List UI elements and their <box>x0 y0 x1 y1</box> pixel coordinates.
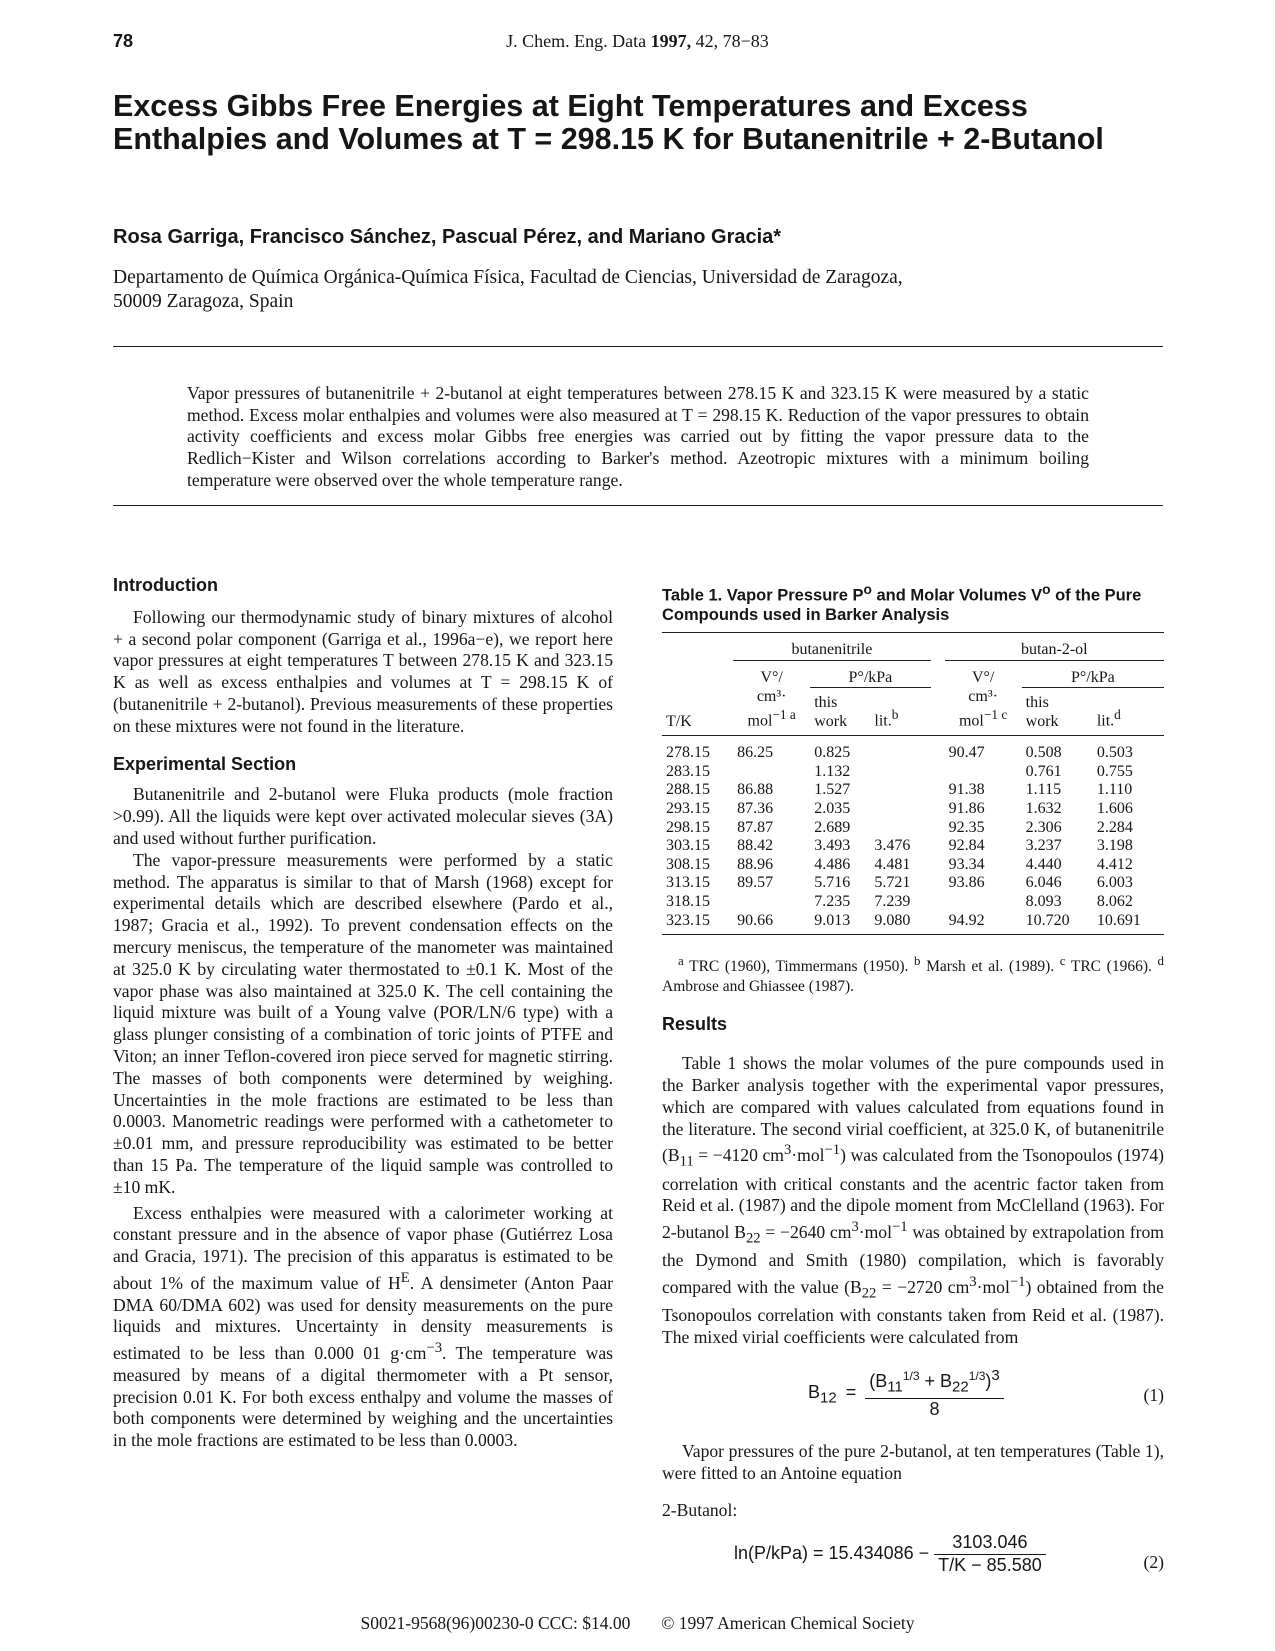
cell-po-this-work-butan-2-ol: 3.237 <box>1025 837 1062 855</box>
cell-temperature: 293.15 <box>666 800 710 818</box>
res-p1-sub2: 22 <box>745 1230 761 1247</box>
vo-mid-1: cm³· <box>756 687 787 705</box>
cell-po-lit-butan-2-ol: 10.691 <box>1096 911 1141 929</box>
eq1-num-sup3: 3 <box>991 1366 1000 1384</box>
affiliation-line-1: Departamento de Química Orgánica-Química Física, Facultad de Ciencias, Universidad de Zaragoza, <box>113 267 903 288</box>
this-work-1-line2: work <box>814 712 848 730</box>
results-2-butanol-label: 2-Butanol: <box>662 1500 738 1521</box>
cell-po-this-work-butanenitrile: 2.035 <box>814 800 851 818</box>
cell-po-lit-butanenitrile: 3.476 <box>874 837 911 855</box>
table-header-lit-1 <box>870 688 930 736</box>
abstract-top-rule <box>113 346 1163 347</box>
cell-po-lit-butanenitrile <box>870 763 930 782</box>
cell-po-this-work-butan-2-ol: 6.046 <box>1025 874 1062 892</box>
table-row <box>662 874 1164 893</box>
cell-po-this-work-butanenitrile: 2.689 <box>814 818 851 836</box>
results-paragraph-1 <box>662 1053 1164 1349</box>
cell-po-lit-butanenitrile: 5.721 <box>874 874 911 892</box>
table-1-footnotes <box>662 951 1164 997</box>
eq1-num-plus: + B <box>919 1370 953 1391</box>
abstract-bottom-rule <box>113 505 1163 506</box>
cell-po-lit-butan-2-ol: 6.003 <box>1096 874 1133 892</box>
lit-2-sup: d <box>1114 707 1121 723</box>
page-footer <box>0 1613 1275 1634</box>
res-p1-sup2: −1 <box>824 1142 841 1159</box>
cell-vo-butan-2-ol: 93.34 <box>948 855 985 873</box>
this-work-1-line1: this <box>814 694 838 712</box>
res-p1-sup4: −1 <box>892 1219 908 1236</box>
res-p1-j: ) obtained from the Tsonopoulos correlation with constants taken from Reid et al. (1987). The mixed virial coefficients were calculated from <box>662 1276 1164 1348</box>
cell-vo-butan-2-ol: 92.84 <box>948 837 985 855</box>
caption-part-a: Table 1. Vapor Pressure P <box>662 586 864 605</box>
table-row <box>662 800 1164 819</box>
doi-code: S0021-9568(96)00230-0 CCC: $14.00 <box>360 1613 631 1633</box>
eq1-num-close: ) <box>985 1370 992 1391</box>
article-title: Excess Gibbs Free Energies at Eight Temperatures and Excess Enthalpies and Volumes at T = 298.15 K for Butanenitrile + 2-Butanol <box>113 89 1104 156</box>
equation-2-number: (2) <box>1143 1552 1164 1573</box>
vo-bot-1 <box>737 706 806 731</box>
eq1-fraction <box>865 1365 1004 1421</box>
cell-po-this-work-butan-2-ol: 0.761 <box>1025 762 1062 780</box>
cell-po-this-work-butanenitrile: 1.527 <box>814 781 851 799</box>
vo-bot-2-text: mol <box>958 712 984 730</box>
table-row <box>662 781 1164 800</box>
journal-volume-pages: 42, 78−83 <box>695 31 769 51</box>
exp-p3-sup-e: E <box>400 1269 410 1286</box>
cell-vo-butan-2-ol: 92.35 <box>948 818 985 836</box>
vo-top-1: V°/ <box>760 669 783 687</box>
table-header-vo-butanenitrile <box>733 660 810 736</box>
fn-b-mark: b <box>914 953 921 969</box>
res-p1-e: = −2640 cm <box>760 1221 852 1242</box>
res-p1-sup6: −1 <box>1009 1274 1026 1291</box>
equation-2-body <box>734 1532 1046 1577</box>
table-group-butanenitrile: butanenitrile <box>733 632 930 660</box>
cell-po-lit-butan-2-ol: 1.110 <box>1096 781 1133 799</box>
cell-temperature: 298.15 <box>666 818 710 836</box>
table-row <box>662 736 1164 763</box>
journal-year: 1997, <box>650 31 692 51</box>
vo-bot-2-sup: −1 c <box>983 707 1008 723</box>
table-row <box>662 819 1164 838</box>
eq1-lhs: B <box>808 1381 821 1402</box>
affiliation-line-2: 50009 Zaragoza, Spain <box>113 291 294 312</box>
fn-d-mark: d <box>1157 953 1164 969</box>
cell-po-this-work-butan-2-ol: 8.093 <box>1025 893 1062 911</box>
res-p1-a: Table 1 shows the molar volumes of the pure compounds used in the Barker analysis together with the experimental vapor pressures, which are compared with values calculated from equations found in the literature. The second virial coefficient, at 325.0 K, of butanenitrile (B <box>662 1053 1164 1166</box>
journal-name: J. Chem. Eng. Data <box>506 31 647 51</box>
fn-b: Marsh et al. (1989). <box>920 958 1060 976</box>
cell-po-this-work-butanenitrile: 5.716 <box>814 874 851 892</box>
cell-po-lit-butanenitrile <box>870 781 930 800</box>
res-p1-sub3: 22 <box>861 1285 877 1302</box>
eq1-num-open: (B <box>869 1370 888 1391</box>
eq1-num-sub2: 22 <box>952 1378 969 1396</box>
cell-vo-butanenitrile <box>733 893 810 912</box>
lit-1-text: lit. <box>874 712 892 730</box>
cell-temperature: 323.15 <box>666 911 710 929</box>
eq2-fraction <box>934 1532 1046 1577</box>
cell-po-this-work-butanenitrile: 1.132 <box>814 762 851 780</box>
vo-top-2: V°/ <box>971 669 995 687</box>
table-row <box>662 856 1164 875</box>
res-p1-sup3: 3 <box>851 1219 859 1236</box>
experimental-paragraph-1: Butanenitrile and 2-butanol were Fluka products (mole fraction >0.99). All the liquids were kept over activated molecular sieves (3A) and used without further purification. <box>113 784 613 848</box>
journal-citation <box>0 31 1275 52</box>
abstract: Vapor pressures of butanenitrile + 2-butanol at eight temperatures between 278.15 K and 323.15 K were measured by a static method. Excess molar enthalpies and volumes were also measured at T = 298.15 K. Reduction of the vapor pressures to obtain activity coefficients and excess molar Gibbs free energies was carried out by fitting the vapor pressure data to the Redlich−Kister and Wilson correlations according to Barker's method. Azeotropic mixtures with a minimum boiling temperature were observed over the whole temperature range. <box>187 383 1089 490</box>
table-row <box>662 893 1164 912</box>
table-header-this-work-2 <box>1022 688 1093 736</box>
cell-po-lit-butan-2-ol: 4.412 <box>1096 855 1133 873</box>
vo-bot-1-text: mol <box>747 712 773 730</box>
cell-po-lit-butan-2-ol: 8.062 <box>1096 893 1133 911</box>
experimental-heading: Experimental Section <box>113 753 297 774</box>
results-paragraph-2: Vapor pressures of the pure 2-butanol, at ten temperatures (Table 1), were fitted to an Antoine equation <box>662 1440 1164 1483</box>
cell-po-lit-butanenitrile: 9.080 <box>874 911 911 929</box>
table-header-this-work-1 <box>810 688 870 736</box>
caption-sup-2: o <box>1042 582 1051 597</box>
cell-po-lit-butanenitrile <box>870 800 930 819</box>
results-heading: Results <box>662 1014 728 1035</box>
exp-p3-part-c: . The temperature was measured by means of a digital thermometer with a Pt sensor, precision 0.01 K. For both excess enthalpy and volume the masses of both components were determined by weighing and the uncertainties in the mole fractions are estimated to be less than 0.0003. <box>113 1343 613 1451</box>
cell-temperature: 318.15 <box>666 893 710 911</box>
cell-po-this-work-butanenitrile: 3.493 <box>814 837 851 855</box>
cell-po-this-work-butanenitrile: 9.013 <box>814 911 851 929</box>
table-row <box>662 837 1164 856</box>
res-p1-sup1: 3 <box>783 1142 792 1159</box>
fn-c: TRC (1966). <box>1065 958 1158 976</box>
exp-p3-sup-minus3: −3 <box>426 1340 443 1357</box>
res-p1-h: = −2720 cm <box>876 1276 970 1297</box>
res-p1-c: ·mol <box>791 1145 825 1166</box>
fn-a: TRC (1960), Timmermans (1950). <box>683 958 915 976</box>
fn-c-mark: c <box>1059 953 1066 969</box>
lit-2-text: lit. <box>1096 712 1115 730</box>
cell-po-lit-butan-2-ol: 0.755 <box>1096 762 1133 780</box>
cell-po-this-work-butan-2-ol: 10.720 <box>1025 911 1070 929</box>
cell-vo-butan-2-ol: 91.38 <box>948 781 985 799</box>
cell-vo-butanenitrile: 90.66 <box>737 911 774 929</box>
cell-po-lit-butanenitrile <box>870 819 930 838</box>
experimental-paragraph-2: The vapor-pressure measurements were performed by a static method. The apparatus is similar to that of Marsh (1968) except for experimental details which are described elsewhere (Pardo et al., 1987; Gracia et al., 1992). To prevent condensation effects on the mercury meniscus, the temperature of the manometer was maintained at 325.0 K by circulating water thermostated to ±0.1 K. Most of the vapor phase was also maintained at 325.0 K. The cell containing the liquid mixture was built of a Young valve (POR/LN/6 type) with a glass plunger consisting of a combination of toric joints of PTFE and Viton; an inner Teflon-covered iron piece served for magnetic stirring. The masses of both components were determined by weighing. Uncertainties in the mole fractions are estimated to be less than 0.0003. Manometric readings were performed with a cathetometer to ±0.01 mm, and pressure reproducibility was estimated to be better than 15 Pa. The temperature of the liquid sample was controlled to ±10 mK. <box>113 849 613 1197</box>
equation-1-number: (1) <box>1143 1384 1164 1405</box>
res-p1-sub1: 11 <box>679 1153 694 1170</box>
eq1-numerator <box>865 1365 1004 1399</box>
caption-sup-1: o <box>863 582 872 597</box>
cell-vo-butan-2-ol <box>945 763 1022 782</box>
eq1-equals: = <box>845 1381 857 1402</box>
cell-vo-butanenitrile <box>733 763 810 782</box>
eq1-num-sub1: 11 <box>887 1378 903 1396</box>
cell-temperature: 288.15 <box>666 781 710 799</box>
left-column <box>113 575 613 1452</box>
res-p1-g: was obtained by extrapolation from the Dymond and Smith (1980) compilation, which is favorably compared with the value (B <box>662 1221 1164 1297</box>
cell-po-this-work-butanenitrile: 4.486 <box>814 855 851 873</box>
eq1-num-sup2: 1/3 <box>968 1368 986 1383</box>
table-header-po-butanenitrile: P°/kPa <box>810 660 930 688</box>
eq2-numerator: 3103.046 <box>934 1532 1046 1555</box>
cell-vo-butanenitrile: 86.88 <box>737 781 774 799</box>
right-column <box>662 580 1164 1600</box>
cell-temperature: 313.15 <box>666 874 710 892</box>
cell-po-lit-butan-2-ol: 2.284 <box>1096 818 1133 836</box>
cell-vo-butanenitrile: 89.57 <box>737 874 774 892</box>
copyright-notice: © 1997 American Chemical Society <box>661 1613 915 1633</box>
cell-vo-butanenitrile: 86.25 <box>737 744 774 762</box>
equation-2 <box>662 1530 1164 1600</box>
cell-po-this-work-butan-2-ol: 0.508 <box>1025 744 1062 762</box>
eq2-lhs: ln(P/kPa) = 15.434086 − <box>734 1543 930 1564</box>
cell-temperature: 278.15 <box>666 744 710 762</box>
introduction-paragraph: Following our thermodynamic study of binary mixtures of alcohol + a second polar component (Garriga et al., 1996a−e), we report here vapor pressures at eight temperatures T between 278.15 K and 323.15 K as well as excess enthalpies and volumes at T = 298.15 K of (butanenitrile + 2-butanol). Previous measurements of these properties on these mixtures were not found in the literature. <box>113 606 613 736</box>
this-work-2-line2: work <box>1025 712 1059 730</box>
cell-temperature: 283.15 <box>666 762 710 780</box>
cell-po-this-work-butan-2-ol: 1.632 <box>1025 800 1062 818</box>
cell-po-this-work-butanenitrile: 0.825 <box>814 744 851 762</box>
table-bottom-rule <box>662 934 1164 935</box>
eq1-lhs-sub: 12 <box>820 1389 837 1407</box>
cell-po-this-work-butan-2-ol: 4.440 <box>1025 855 1062 873</box>
cell-po-lit-butan-2-ol: 0.503 <box>1096 744 1133 762</box>
vo-bot-1-sup: −1 a <box>772 707 796 723</box>
cell-po-this-work-butan-2-ol: 2.306 <box>1025 818 1062 836</box>
eq1-denominator: 8 <box>929 1399 940 1420</box>
cell-po-lit-butan-2-ol: 1.606 <box>1096 800 1133 818</box>
table-row <box>662 912 1164 931</box>
page-number: 78 <box>113 31 134 51</box>
cell-vo-butanenitrile: 88.96 <box>737 855 774 873</box>
cell-po-lit-butanenitrile: 7.239 <box>874 893 911 911</box>
cell-po-this-work-butan-2-ol: 1.115 <box>1025 781 1062 799</box>
introduction-heading: Introduction <box>113 575 218 595</box>
cell-vo-butan-2-ol: 94.92 <box>948 911 985 929</box>
res-p1-i: ·mol <box>976 1276 1010 1297</box>
affiliation <box>113 266 1113 314</box>
table-header-po-butan-2-ol: P°/kPa <box>1022 660 1164 688</box>
table-1-caption <box>662 580 1164 626</box>
table-1 <box>662 632 1164 931</box>
cell-po-lit-butanenitrile <box>870 736 930 763</box>
table-row <box>662 763 1164 782</box>
cell-po-lit-butan-2-ol: 3.198 <box>1096 837 1133 855</box>
exp-p3-part-a: Excess enthalpies were measured with a calorimeter working at constant pressure and in the absence of vapor phase (Gutiérrez Losa and Gracia, 1971). The precision of this apparatus is estimated to be about 1% of the maximum value of H <box>113 1202 613 1293</box>
res-p1-sup5: 3 <box>969 1274 977 1291</box>
cell-vo-butan-2-ol: 90.47 <box>948 744 985 762</box>
cell-temperature: 308.15 <box>666 855 710 873</box>
res-p1-d: ) was calculated from the Tsonopoulos (1974) correlation with critical constants and the acentric factor taken from Reid et al. (1987) and the dipole moment from McClelland (1963). For 2-butanol B <box>662 1145 1164 1242</box>
fn-d: Ambrose and Ghiassee (1987). <box>662 978 854 996</box>
table-header-temperature: T/K <box>666 712 692 730</box>
fn-a-mark: a <box>678 953 684 969</box>
cell-vo-butanenitrile: 87.87 <box>737 818 774 836</box>
equation-1 <box>662 1361 1164 1431</box>
table-1-body <box>662 736 1164 930</box>
cell-vo-butanenitrile: 88.42 <box>737 837 774 855</box>
exp-p3-part-b: . A densimeter (Anton Paar DMA 60/DMA 602) was used for density measurements on the pure liquids and mixtures. Uncertainty in density measurements is estimated to be less than 0.000 01 g·cm <box>113 1272 613 1364</box>
equation-1-body <box>808 1365 1004 1421</box>
cell-vo-butan-2-ol: 91.86 <box>948 800 985 818</box>
table-header-lit-2 <box>1093 688 1164 736</box>
res-p1-f: ·mol <box>858 1221 892 1242</box>
table-header-vo-butan-2-ol <box>945 660 1022 736</box>
experimental-paragraph-3 <box>113 1203 613 1452</box>
cell-temperature: 303.15 <box>666 837 710 855</box>
eq2-denominator: T/K − 85.580 <box>938 1555 1042 1576</box>
vo-mid-2: cm³· <box>968 687 998 705</box>
vo-bot-2 <box>949 706 1018 731</box>
author-list: Rosa Garriga, Francisco Sánchez, Pascual Pérez, and Mariano Gracia* <box>113 226 782 248</box>
eq1-num-sup1: 1/3 <box>902 1368 920 1383</box>
cell-vo-butanenitrile: 87.36 <box>737 800 774 818</box>
cell-vo-butan-2-ol <box>945 893 1022 912</box>
table-group-butan-2-ol: butan-2-ol <box>945 632 1164 660</box>
caption-part-c: of the Pure Compounds used in Barker Analysis <box>662 586 1142 624</box>
res-p1-b: = −4120 cm <box>693 1145 784 1166</box>
cell-vo-butan-2-ol: 93.86 <box>948 874 985 892</box>
lit-1-sup: b <box>891 707 899 723</box>
this-work-2-line1: this <box>1025 694 1049 712</box>
caption-part-b: and Molar Volumes V <box>871 586 1043 605</box>
cell-po-this-work-butanenitrile: 7.235 <box>814 893 851 911</box>
cell-po-lit-butanenitrile: 4.481 <box>874 855 911 873</box>
